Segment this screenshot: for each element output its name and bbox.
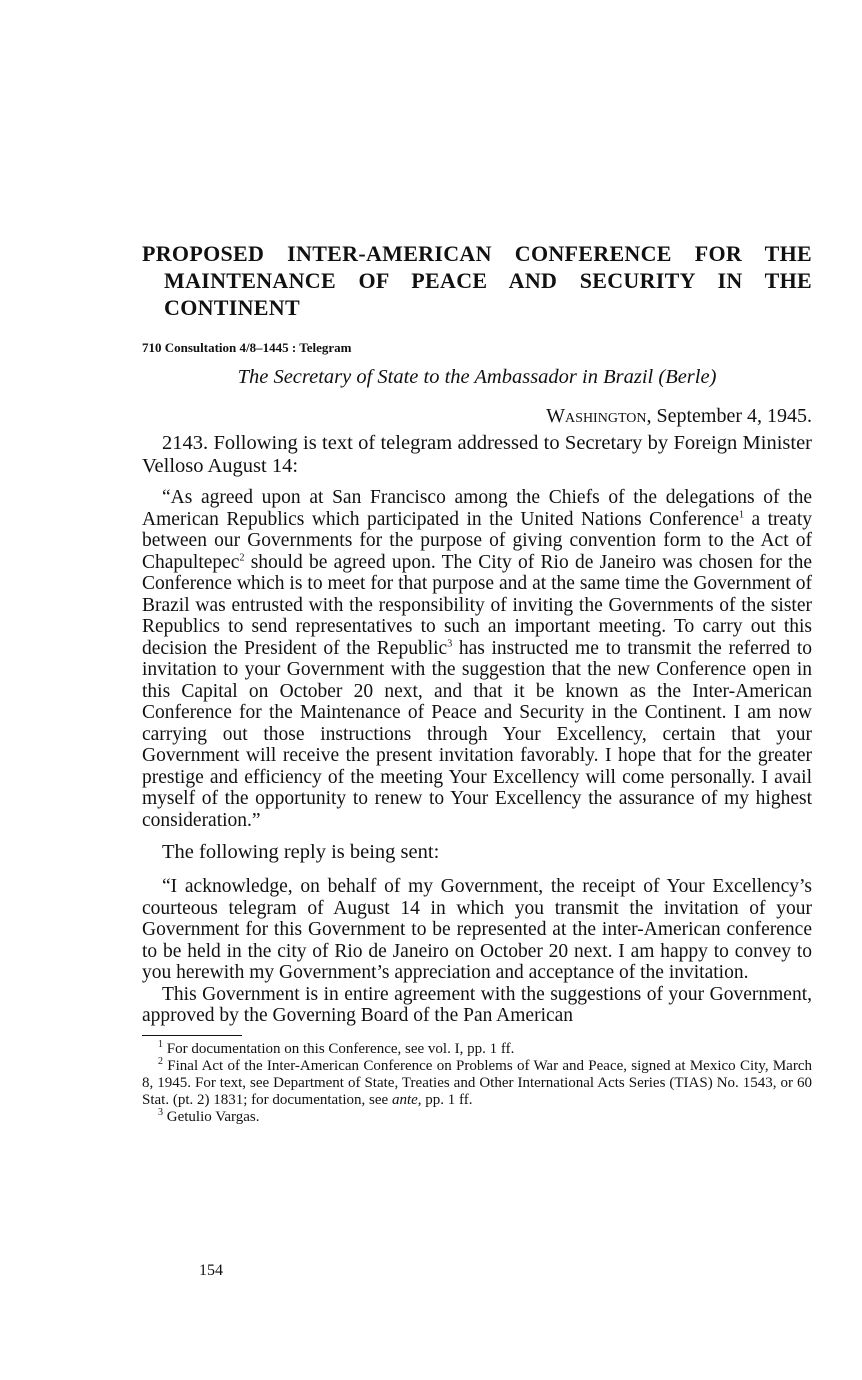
- byline: [142, 366, 812, 389]
- reply-intro: The following reply is being sent:: [162, 841, 440, 863]
- footnote-ref-2: 2: [239, 552, 245, 563]
- footnote-1: [142, 1038, 812, 1058]
- file-reference: 710 Consultation 4/8–1445 : Telegram: [142, 340, 352, 355]
- dateline: [142, 405, 812, 428]
- footnote-ref-1: 1: [738, 509, 744, 520]
- quote-part-3: should be agreed upon. The City of Rio de Janeiro was chosen for the Conference which is to meet for that purpose and at the same time the Government of Brazil was entrusted with the responsibility of inviting the Governments of the sister Republics to send representatives to such an important meeting. To carry out this decision the President of the Republic: [142, 551, 812, 659]
- reply-paragraph-1: “I acknowledge, on behalf of my Government, the receipt of Your Excellency’s courteous telegram of August 14 in which you transmit the invitation of your Government for this Government to be represented at the inter-American conference to be held in the city of Rio de Janeiro on October 20 next. I am happy to convey to you herewith my Government’s appreciation and acceptance of the invitation.: [142, 876, 812, 983]
- intro-paragraph: 2143. Following is text of telegram addressed to Secretary by Foreign Minister Velloso August 14:: [142, 432, 812, 477]
- byline-suffix: ): [709, 366, 717, 388]
- footnote-2-number: 2: [158, 1055, 163, 1067]
- footnote-divider: [142, 1035, 242, 1036]
- quote-part-2: a treaty between our Governments for the purpose of giving convention form to the Act of Chapultepec: [142, 508, 812, 573]
- footnote-ref-3: 3: [447, 638, 453, 649]
- footnote-3: [142, 1106, 812, 1126]
- quote-part-1: “As agreed upon at San Francisco among the Chiefs of the delegations of the American Republics which participated in the United Nations Conference: [142, 487, 812, 530]
- footnote-3-text: Getulio Vargas.: [163, 1108, 260, 1125]
- document-title: PROPOSED INTER-AMERICAN CONFERENCE FOR THE MAINTENANCE OF PEACE AND SECURITY IN THE CONTINENT: [142, 241, 812, 320]
- dateline-date: , September 4, 1945.: [646, 405, 812, 427]
- byline-prefix: The Secretary of State to the Ambassador in Brazil (: [237, 366, 666, 388]
- reply-paragraph-2: This Government is in entire agreement with the suggestions of your Government, approved by the Governing Board of the Pan American: [142, 983, 812, 1026]
- dateline-place: Washington: [546, 405, 647, 427]
- footnote-2-text-b: , pp. 1 ff.: [417, 1091, 473, 1108]
- quoted-telegram: [142, 487, 812, 831]
- footnote-2: [142, 1055, 812, 1109]
- byline-name: Berle: [665, 366, 710, 388]
- quote-part-4: has instructed me to transmit the referred to invitation to your Government with the suggestion that the new Conference open in this Capital on October 20 next, and that it be known as the Inter-American Conference for the Maintenance of Peace and Security in the Continent. I am now carrying out those instructions through Your Excellency, certain that your Government will receive the present invitation favorably. I hope that for the greater prestige and efficiency of the meeting Your Excellency will come personally. I avail myself of the opportunity to renew to Your Excellency the assurance of my highest consideration.”: [142, 637, 812, 831]
- footnote-1-number: 1: [158, 1038, 163, 1050]
- document-page: [142, 240, 812, 1126]
- footnote-2-ante: ante: [391, 1091, 418, 1108]
- footnote-2-text-a: Final Act of the Inter-American Conference on Problems of War and Peace, signed at Mexico City, March 8, 1945. For text, see Department of State, Treaties and Other International Acts Series (TIAS) No. 1543, or 60 Stat. (pt. 2) 1831; for documentation, see: [142, 1057, 812, 1108]
- footnote-3-number: 3: [158, 1106, 163, 1118]
- page-number: 154: [199, 1262, 223, 1279]
- footnote-1-text: For documentation on this Conference, see vol. I, pp. 1 ff.: [163, 1040, 515, 1057]
